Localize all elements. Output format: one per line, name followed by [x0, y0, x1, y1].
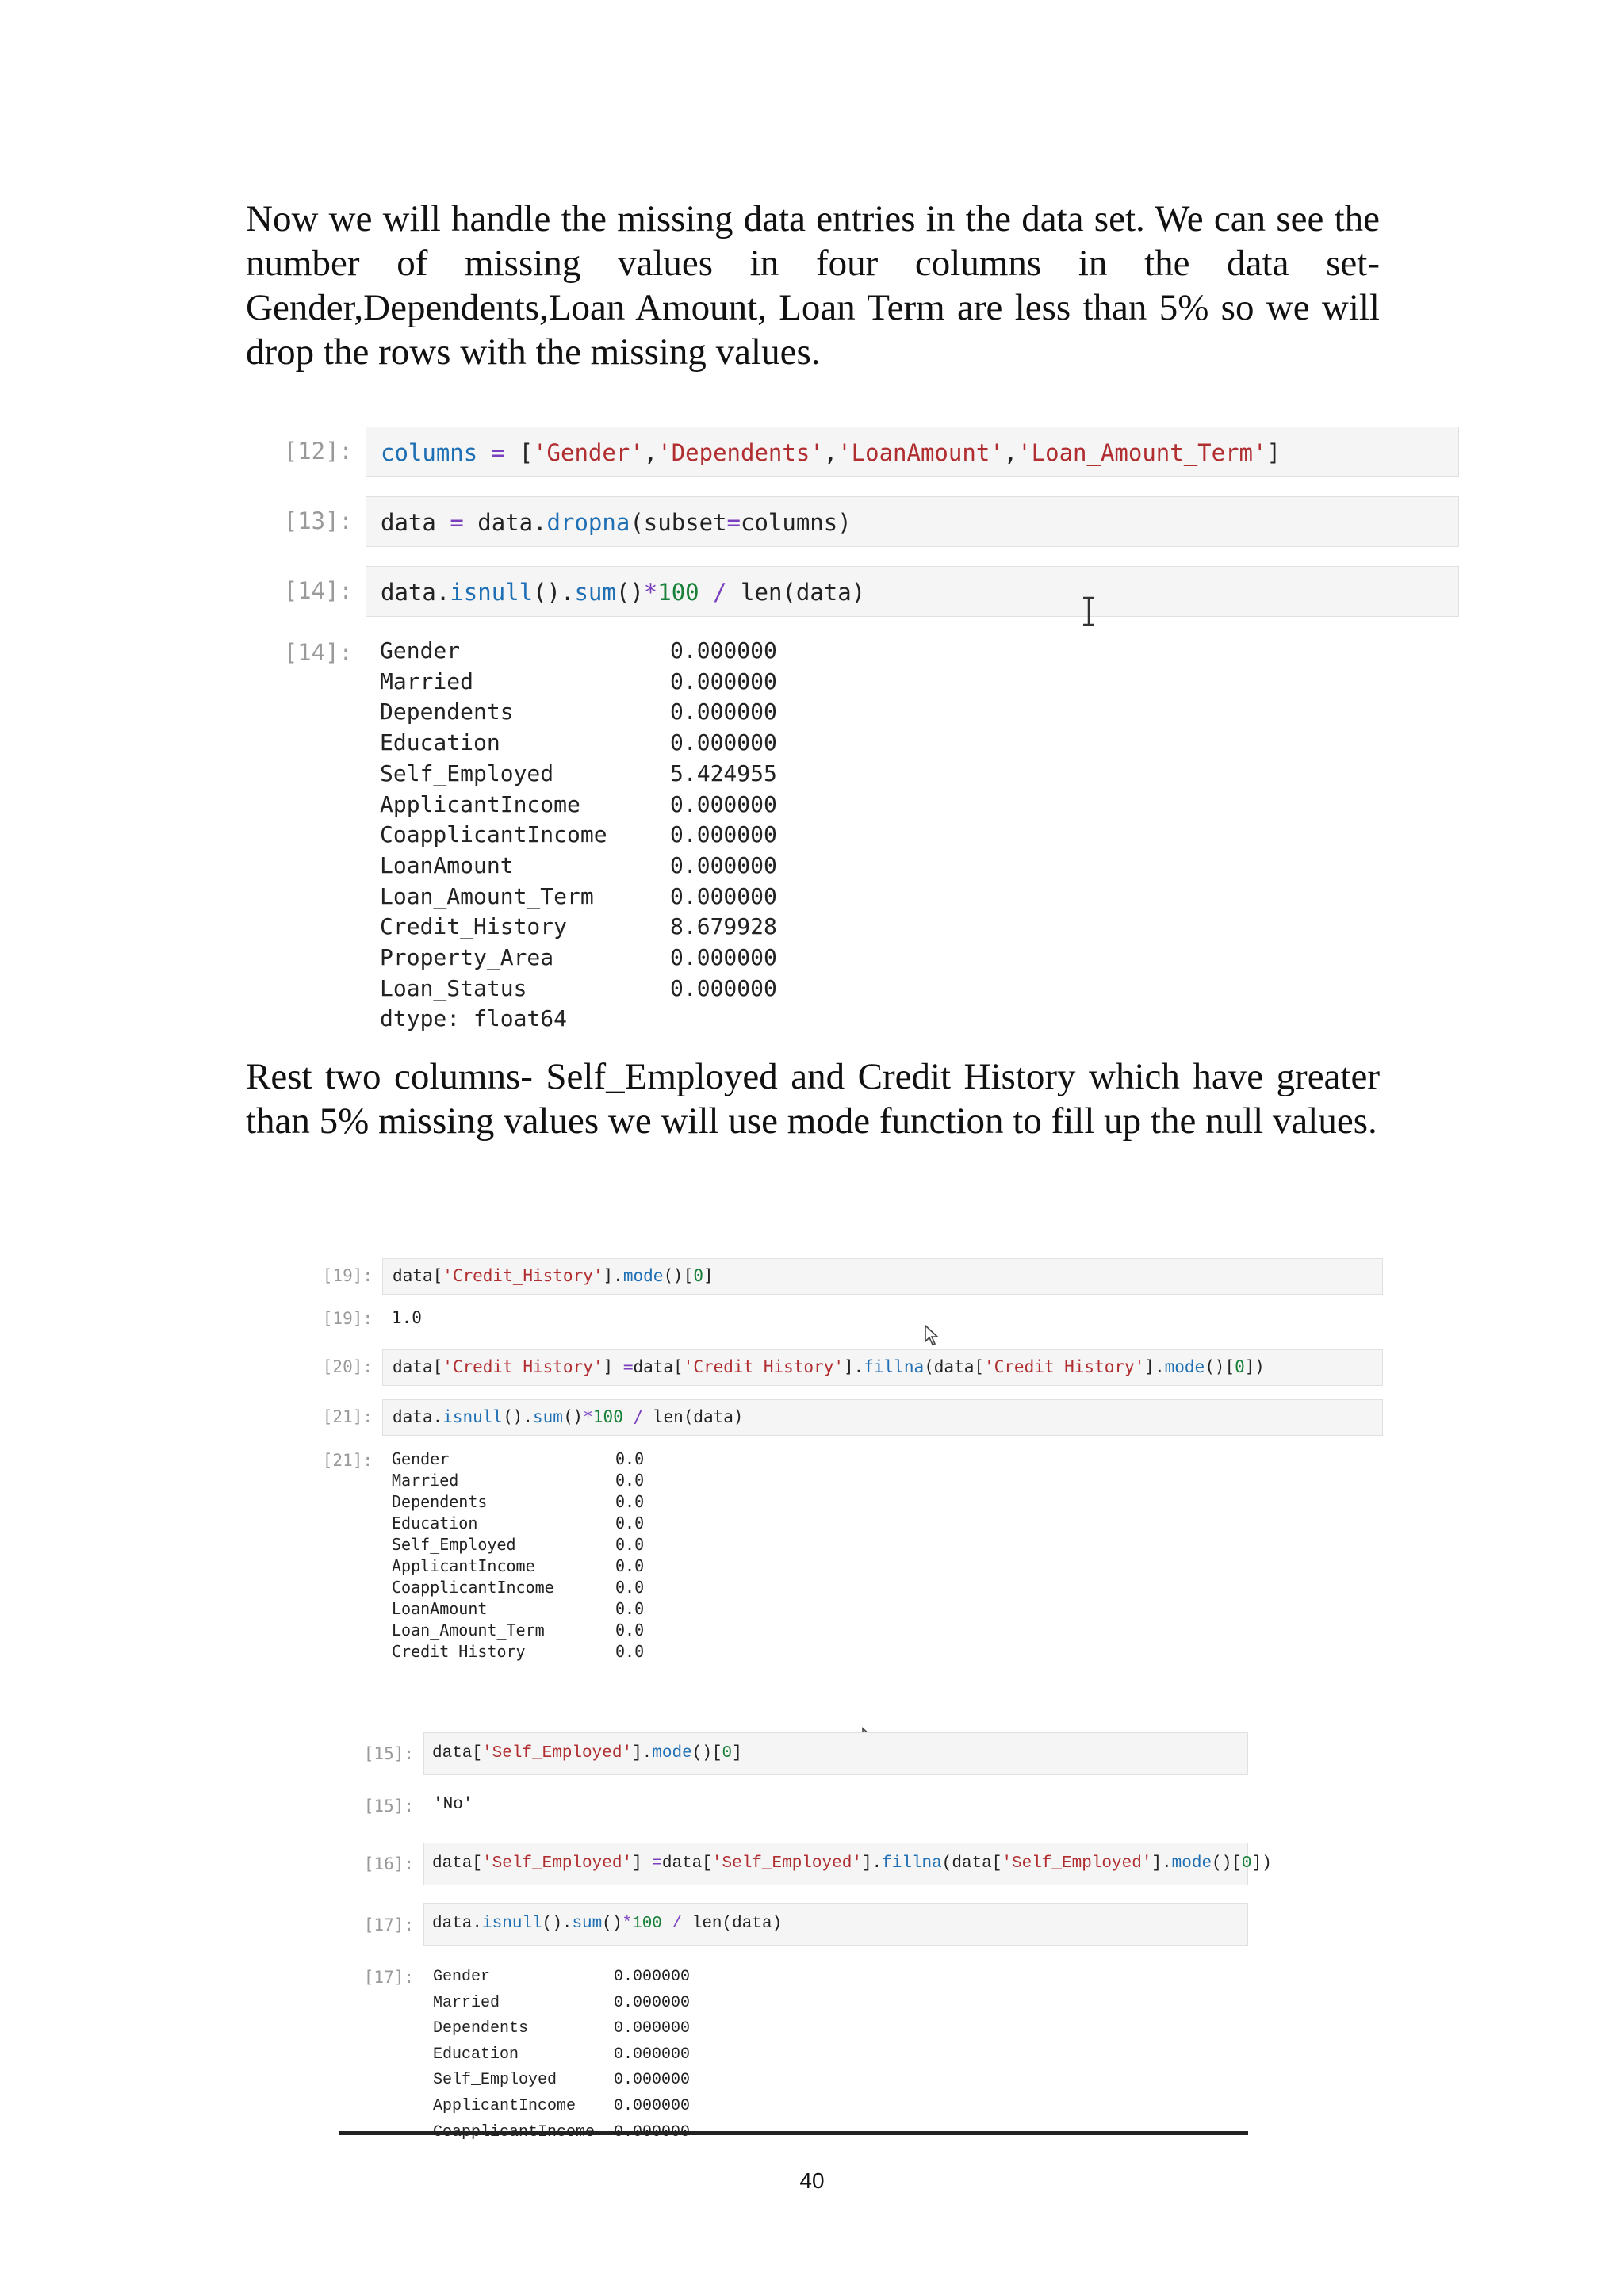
series-row: [380, 790, 777, 821]
credit-mode-output: 1.0: [392, 1308, 422, 1327]
series-label: Self_Employed: [392, 1535, 516, 1554]
series-label: Dependents: [433, 2019, 529, 2038]
series-value: 0.000000: [670, 698, 777, 725]
series-label: LoanAmount: [392, 1599, 488, 1618]
series-label: Dependents: [380, 698, 514, 725]
cell-prompt: [16]:: [363, 1854, 414, 1873]
series-dtype: dtype: float64: [380, 1005, 568, 1032]
series-value: 0.0: [615, 1578, 645, 1597]
series-label: Married: [392, 1471, 459, 1490]
series-label: Gender: [392, 1449, 450, 1468]
series-value: 0.000000: [670, 882, 777, 909]
series-row: [380, 667, 777, 698]
self-mode-output: 'No': [433, 1796, 473, 1814]
series-value: 0.000000: [670, 637, 777, 664]
output-prompt: [14]:: [283, 639, 353, 666]
series-row: [392, 1491, 644, 1513]
code-cell-credit-fillna[interactable]: data['Credit_History'] =data['Credit_History'].fillna(data['Credit_History'].mode()[0]): [382, 1349, 1383, 1386]
code-cell-self-mode[interactable]: data['Self_Employed'].mode()[0]: [423, 1732, 1248, 1775]
series-label: ApplicantIncome: [433, 2096, 576, 2115]
series-row: [392, 1620, 644, 1641]
series-value: 0.000000: [670, 821, 777, 848]
series-value: 0.000000: [614, 2071, 691, 2090]
series-value: 0.000000: [670, 851, 777, 878]
mouse-pointer-icon: [924, 1324, 943, 1348]
series-row: [392, 1556, 644, 1577]
cell-prompt: [15]:: [363, 1797, 414, 1816]
cell-prompt: [14]:: [283, 577, 353, 604]
series-label: ApplicantIncome: [392, 1556, 535, 1575]
screenshot-bottom-border: [339, 2131, 1248, 2135]
output-series: [392, 1448, 644, 1663]
series-row: [380, 851, 777, 882]
cell-prompt: [19]:: [322, 1309, 373, 1328]
cell-prompt: [21]:: [322, 1407, 373, 1426]
series-value: 0.000000: [614, 2019, 691, 2038]
series-row: [392, 1448, 644, 1470]
series-label: Married: [433, 1993, 500, 2012]
series-label: CoapplicantIncome: [380, 821, 607, 848]
cell-prompt: [19]:: [322, 1266, 373, 1285]
series-label: Credit_History: [380, 913, 568, 940]
series-value: 0.0: [615, 1492, 645, 1511]
output-prompt: [21]:: [322, 1451, 373, 1470]
series-value: 0.000000: [670, 974, 777, 1001]
series-row: [392, 1470, 644, 1491]
cell-prompt: [20]:: [322, 1357, 373, 1376]
output-series: [433, 1965, 690, 2145]
series-row: [380, 759, 777, 790]
series-row: [380, 636, 777, 667]
code-cell-columns[interactable]: columns = ['Gender','Dependents','LoanAmount','Loan_Amount_Term']: [366, 427, 1459, 477]
series-value: 0.0: [615, 1535, 645, 1554]
series-label: Loan_Amount_Term: [392, 1621, 545, 1640]
code-cell-isnull-3[interactable]: data.isnull().sum()*100 / len(data): [423, 1903, 1248, 1946]
series-value: 8.679928: [670, 913, 777, 940]
series-value: 0.000000: [614, 2045, 691, 2064]
series-row: [433, 2094, 690, 2120]
series-label: Education: [380, 729, 500, 756]
output-series-clip: [392, 1448, 644, 1661]
series-value: 0.0: [615, 1642, 645, 1661]
series-value: 0.0: [615, 1449, 645, 1468]
series-row: [433, 1965, 690, 1991]
series-label: Self_Employed: [433, 2071, 557, 2090]
series-label: Dependents: [392, 1492, 488, 1511]
code-cell-isnull[interactable]: data.isnull().sum()*100 / len(data): [366, 566, 1459, 617]
series-value: 0.000000: [670, 729, 777, 756]
series-row: [380, 820, 777, 851]
series-value: 0.0: [615, 1599, 645, 1618]
series-label: Loan_Status: [380, 974, 527, 1001]
series-row: [380, 943, 777, 974]
series-row: [380, 974, 777, 1004]
series-value: 0.000000: [614, 1968, 691, 1986]
series-value: 0.000000: [614, 2096, 691, 2115]
cell-prompt: [12]:: [283, 438, 353, 465]
series-value: 0.0: [615, 1513, 645, 1533]
series-row: [392, 1577, 644, 1598]
cell-prompt: [15]:: [363, 1744, 414, 1763]
output-series-clip: [433, 1965, 690, 2128]
series-label: LoanAmount: [380, 851, 514, 878]
series-value: 0.0: [615, 1621, 645, 1640]
series-label: CoapplicantIncome: [392, 1578, 554, 1597]
series-row: [380, 912, 777, 943]
series-label: Credit History: [392, 1642, 526, 1661]
series-label: Gender: [380, 637, 461, 664]
series-label: Property_Area: [380, 944, 554, 971]
series-row: [433, 1991, 690, 2017]
series-row: [380, 697, 777, 728]
mode-paragraph: Rest two columns- Self_Employed and Credit History which have greater than 5% missing values we will use mode function to fill up the null values.: [246, 1056, 1380, 1142]
cell-prompt: [17]:: [363, 1915, 414, 1934]
code-cell-credit-mode[interactable]: data['Credit_History'].mode()[0]: [382, 1258, 1383, 1295]
series-value: 0.000000: [670, 944, 777, 971]
series-value: 0.000000: [670, 668, 777, 695]
cell-prompt: [13]:: [283, 507, 353, 534]
series-row: [433, 2068, 690, 2094]
series-label: Self_Employed: [380, 760, 554, 786]
series-row: [380, 882, 777, 913]
series-row: [433, 2042, 690, 2068]
series-label: Loan_Amount_Term: [380, 882, 594, 909]
series-row: [380, 728, 777, 759]
series-row: [392, 1534, 644, 1556]
series-value: 0.000000: [670, 790, 777, 817]
series-value: 0.0: [615, 1556, 645, 1575]
series-value: 0.0: [615, 1471, 645, 1490]
series-label: ApplicantIncome: [380, 790, 580, 817]
output-prompt: [17]:: [363, 1968, 414, 1987]
series-label: Education: [392, 1513, 478, 1533]
series-value: 0.000000: [614, 1993, 691, 2012]
intro-paragraph: Now we will handle the missing data entries in the data set. We can see the number of missing values in four columns in the data set-Gender,Dependents,Loan Amount, Loan Term are less than 5% so we will drop the rows with the missing values.: [246, 198, 1380, 373]
series-value: 5.424955: [670, 760, 777, 786]
code-cell-isnull-2[interactable]: data.isnull().sum()*100 / len(data): [382, 1399, 1383, 1436]
code-cell-dropna[interactable]: data = data.dropna(subset=columns): [366, 496, 1459, 547]
series-label: Gender: [433, 1968, 491, 1986]
series-label: Married: [380, 668, 474, 695]
code-cell-self-fillna[interactable]: data['Self_Employed'] =data['Self_Employed'].fillna(data['Self_Employed'].mode()[0]): [423, 1843, 1248, 1885]
series-row: [392, 1641, 644, 1663]
series-row: [433, 2016, 690, 2042]
output-series: [380, 636, 777, 1035]
series-label: Education: [433, 2045, 519, 2064]
text-cursor-icon: [1080, 596, 1097, 626]
page-number: 40: [799, 2168, 825, 2193]
series-row: [392, 1598, 644, 1620]
series-row: [392, 1513, 644, 1534]
